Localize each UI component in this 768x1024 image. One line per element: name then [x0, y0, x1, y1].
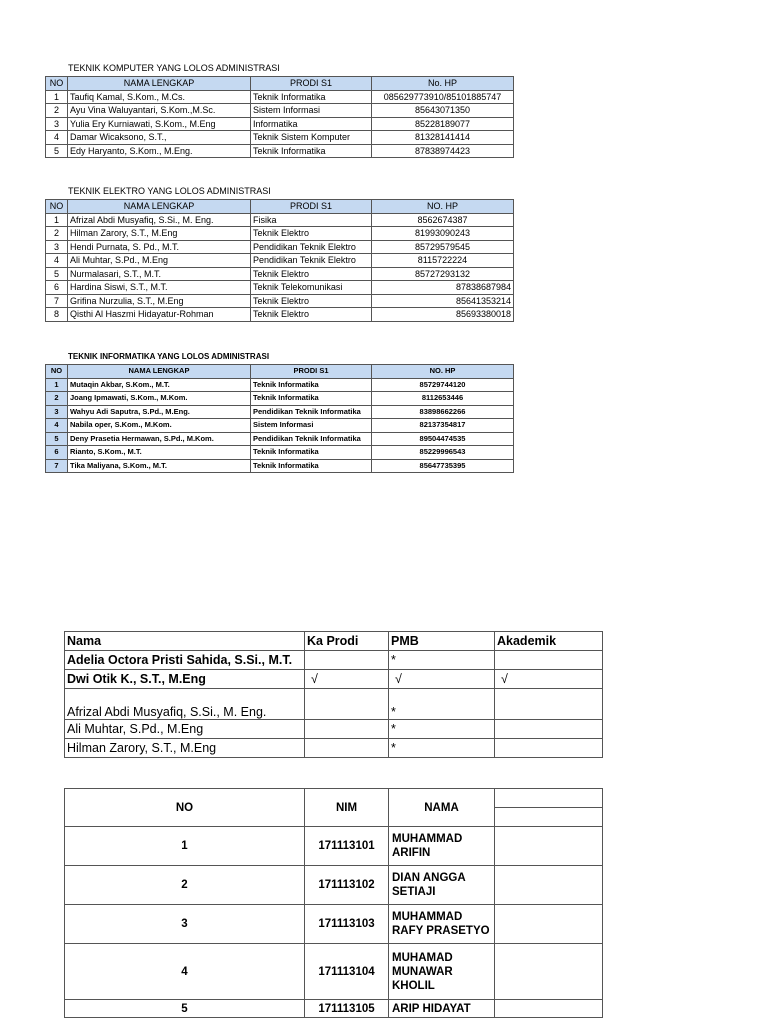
header-nama: NAMA LENGKAP [68, 365, 251, 379]
section-title-teknik-komputer: TEKNIK KOMPUTER YANG LOLOS ADMINISTRASI [68, 63, 280, 73]
cell-hp: 82137354817 [372, 419, 514, 433]
table-row [46, 419, 514, 433]
table-row [46, 213, 514, 227]
cell-no: 3 [46, 117, 68, 131]
table-row [46, 227, 514, 241]
table-row [46, 254, 514, 268]
header-pmb: PMB [389, 632, 495, 651]
cell-hp: 8562674387 [372, 213, 514, 227]
table-row [46, 131, 514, 145]
cell-nama: Ali Muhtar, S.Pd., M.Eng [65, 720, 305, 739]
cell-nama: Adelia Octora Pristi Sahida, S.Si., M.T. [65, 651, 305, 670]
cell-nim: 171113103 [305, 905, 389, 944]
cell-nama: DIAN ANGGA SETIAJI [389, 866, 495, 905]
cell-no: 1 [46, 378, 68, 392]
table-header-row [65, 632, 603, 651]
cell-prodi: Teknik Informatika [251, 144, 372, 158]
table-row [46, 405, 514, 419]
header-no: NO [46, 77, 68, 91]
cell-no: 3 [46, 405, 68, 419]
cell-nama: Afrizal Abdi Musyafiq, S.Si., M. Eng. [65, 689, 305, 720]
cell-prodi: Pendidikan Teknik Elektro [251, 240, 372, 254]
cell-akademik [495, 720, 603, 739]
cell-hp: 8112653446 [372, 392, 514, 406]
cell-no: 1 [46, 90, 68, 104]
section-title-teknik-elektro: TEKNIK ELEKTRO YANG LOLOS ADMINISTRASI [68, 186, 271, 196]
cell-nama: Damar Wicaksono, S.T., [68, 131, 251, 145]
cell-pmb: * [389, 720, 495, 739]
table-row [65, 689, 603, 720]
table-header-row [46, 77, 514, 91]
cell-no: 1 [46, 213, 68, 227]
cell-hp: 085629773910/85101885747 [372, 90, 514, 104]
cell-akademik [495, 739, 603, 758]
cell-hp: 81328141414 [372, 131, 514, 145]
cell-no: 5 [46, 144, 68, 158]
cell-pmb: * [389, 739, 495, 758]
cell-prodi: Teknik Elektro [251, 227, 372, 241]
cell-no: 7 [46, 459, 68, 473]
cell-nama: Mutaqin Akbar, S.Kom., M.T. [68, 378, 251, 392]
cell-hp: 81993090243 [372, 227, 514, 241]
cell-no: 5 [65, 1000, 305, 1018]
cell-ka-prodi [305, 739, 389, 758]
table-row [65, 866, 603, 905]
table-row [46, 281, 514, 295]
cell-nim: 171113102 [305, 866, 389, 905]
cell-extra [495, 944, 603, 1000]
cell-prodi: Sistem Informasi [251, 419, 372, 433]
cell-no: 5 [46, 432, 68, 446]
cell-akademik: √ [495, 670, 603, 689]
cell-prodi: Teknik Informatika [251, 90, 372, 104]
header-nama: NAMA LENGKAP [68, 200, 251, 214]
cell-prodi: Teknik Elektro [251, 308, 372, 322]
header-hp: No. HP [372, 77, 514, 91]
cell-hp: 85729579545 [372, 240, 514, 254]
cell-ka-prodi [305, 651, 389, 670]
table-row [46, 104, 514, 118]
cell-no: 6 [46, 446, 68, 460]
cell-extra [495, 905, 603, 944]
table-row [46, 267, 514, 281]
cell-prodi: Teknik Elektro [251, 294, 372, 308]
table-row [46, 446, 514, 460]
header-ka-prodi: Ka Prodi [305, 632, 389, 651]
cell-nama: Tika Maliyana, S.Kom., M.T. [68, 459, 251, 473]
cell-hp: 85727293132 [372, 267, 514, 281]
cell-prodi: Teknik Informatika [251, 459, 372, 473]
cell-no: 2 [46, 104, 68, 118]
cell-ka-prodi [305, 720, 389, 739]
table-row [46, 378, 514, 392]
cell-pmb: √ [389, 670, 495, 689]
cell-pmb: * [389, 651, 495, 670]
cell-akademik [495, 651, 603, 670]
cell-hp: 87838687984 [372, 281, 514, 295]
cell-prodi: Pendidikan Teknik Elektro [251, 254, 372, 268]
header-nama: NAMA LENGKAP [68, 77, 251, 91]
table-jabatan [64, 631, 603, 758]
table-row [65, 739, 603, 758]
cell-nama: Rianto, S.Kom., M.T. [68, 446, 251, 460]
cell-nama: Nabila oper, S.Kom., M.Kom. [68, 419, 251, 433]
cell-no: 6 [46, 281, 68, 295]
table-row [46, 432, 514, 446]
cell-nama: Edy Haryanto, S.Kom., M.Eng. [68, 144, 251, 158]
table-row [65, 720, 603, 739]
table-teknik-komputer [45, 76, 514, 158]
cell-nim: 171113105 [305, 1000, 389, 1018]
header-hp: NO. HP [372, 200, 514, 214]
cell-nim: 171113101 [305, 827, 389, 866]
cell-no: 2 [46, 392, 68, 406]
cell-ka-prodi: √ [305, 670, 389, 689]
table-row [46, 392, 514, 406]
cell-prodi: Teknik Informatika [251, 392, 372, 406]
cell-nama: Hilman Zarory, S.T., M.Eng [65, 739, 305, 758]
cell-no: 4 [46, 419, 68, 433]
cell-nama: MUHAMMAD ARIFIN [389, 827, 495, 866]
cell-no: 2 [46, 227, 68, 241]
cell-hp: 85228189077 [372, 117, 514, 131]
table-mahasiswa [64, 788, 603, 1018]
cell-hp: 85729744120 [372, 378, 514, 392]
cell-hp: 89504474535 [372, 432, 514, 446]
table-row [46, 90, 514, 104]
table-row [65, 1000, 603, 1018]
cell-nama: Hilman Zarory, S.T., M.Eng [68, 227, 251, 241]
cell-nama: ARIP HIDAYAT [389, 1000, 495, 1018]
header-prodi: PRODI S1 [251, 200, 372, 214]
table-row [46, 144, 514, 158]
cell-prodi: Teknik Elektro [251, 267, 372, 281]
cell-nama: Dwi Otik K., S.T., M.Eng [65, 670, 305, 689]
table-header-row [46, 200, 514, 214]
cell-nim: 171113104 [305, 944, 389, 1000]
cell-nama: Nurmalasari, S.T., M.T. [68, 267, 251, 281]
header-nim: NIM [305, 789, 389, 827]
cell-prodi: Pendidikan Teknik Informatika [251, 432, 372, 446]
cell-nama: Yulia Ery Kurniawati, S.Kom., M.Eng [68, 117, 251, 131]
header-nama: Nama [65, 632, 305, 651]
cell-extra [495, 827, 603, 866]
cell-no: 4 [46, 131, 68, 145]
cell-hp: 85641353214 [372, 294, 514, 308]
cell-no: 4 [65, 944, 305, 1000]
cell-hp: 85647735395 [372, 459, 514, 473]
header-akademik: Akademik [495, 632, 603, 651]
cell-prodi: Teknik Sistem Komputer [251, 131, 372, 145]
cell-no: 2 [65, 866, 305, 905]
table-row [46, 240, 514, 254]
table-teknik-informatika [45, 364, 514, 473]
header-extra-sub [495, 808, 603, 827]
cell-prodi: Teknik Telekomunikasi [251, 281, 372, 295]
cell-no: 3 [65, 905, 305, 944]
table-teknik-elektro [45, 199, 514, 322]
cell-nama: Ayu Vina Waluyantari, S.Kom.,M.Sc. [68, 104, 251, 118]
table-row [46, 117, 514, 131]
table-row [46, 308, 514, 322]
cell-hp: 83898662266 [372, 405, 514, 419]
cell-no: 7 [46, 294, 68, 308]
cell-pmb: * [389, 689, 495, 720]
cell-nama: Joang Ipmawati, S.Kom., M.Kom. [68, 392, 251, 406]
cell-nama: Afrizal Abdi Musyafiq, S.Si., M. Eng. [68, 213, 251, 227]
header-no: NO [65, 789, 305, 827]
cell-prodi: Pendidikan Teknik Informatika [251, 405, 372, 419]
cell-extra [495, 866, 603, 905]
cell-nama: Wahyu Adi Saputra, S.Pd., M.Eng. [68, 405, 251, 419]
cell-no: 5 [46, 267, 68, 281]
table-row [65, 905, 603, 944]
cell-hp: 87838974423 [372, 144, 514, 158]
cell-no: 1 [65, 827, 305, 866]
table-row [65, 651, 603, 670]
header-prodi: PRODI S1 [251, 365, 372, 379]
cell-prodi: Informatika [251, 117, 372, 131]
section-title-teknik-informatika: TEKNIK INFORMATIKA YANG LOLOS ADMINISTRASI [68, 352, 270, 361]
cell-prodi: Teknik Informatika [251, 446, 372, 460]
cell-extra [495, 1000, 603, 1018]
cell-no: 4 [46, 254, 68, 268]
table-row [46, 294, 514, 308]
header-prodi: PRODI S1 [251, 77, 372, 91]
cell-nama: Deny Prasetia Hermawan, S.Pd., M.Kom. [68, 432, 251, 446]
table-row [65, 827, 603, 866]
table-header-row [46, 365, 514, 379]
table-row [65, 670, 603, 689]
cell-no: 8 [46, 308, 68, 322]
cell-prodi: Sistem Informasi [251, 104, 372, 118]
cell-prodi: Teknik Informatika [251, 378, 372, 392]
cell-ka-prodi [305, 689, 389, 720]
header-nama: NAMA [389, 789, 495, 827]
cell-nama: Qisthi Al Haszmi Hidayatur-Rohman [68, 308, 251, 322]
header-no: NO [46, 200, 68, 214]
cell-akademik [495, 689, 603, 720]
cell-nama: Grifina Nurzulia, S.T., M.Eng [68, 294, 251, 308]
table-row [65, 944, 603, 1000]
cell-nama: MUHAMMAD RAFY PRASETYO [389, 905, 495, 944]
table-header-row [65, 789, 603, 808]
cell-nama: Taufiq Kamal, S.Kom., M.Cs. [68, 90, 251, 104]
header-no: NO [46, 365, 68, 379]
cell-hp: 8115722224 [372, 254, 514, 268]
cell-hp: 85229996543 [372, 446, 514, 460]
header-hp: NO. HP [372, 365, 514, 379]
cell-nama: Ali Muhtar, S.Pd., M.Eng [68, 254, 251, 268]
cell-prodi: Fisika [251, 213, 372, 227]
table-row [46, 459, 514, 473]
cell-hp: 85643071350 [372, 104, 514, 118]
cell-nama: MUHAMAD MUNAWAR KHOLIL [389, 944, 495, 1000]
cell-nama: Hardina Siswi, S.T., M.T. [68, 281, 251, 295]
header-extra [495, 789, 603, 808]
cell-hp: 85693380018 [372, 308, 514, 322]
cell-no: 3 [46, 240, 68, 254]
cell-nama: Hendi Purnata, S. Pd., M.T. [68, 240, 251, 254]
